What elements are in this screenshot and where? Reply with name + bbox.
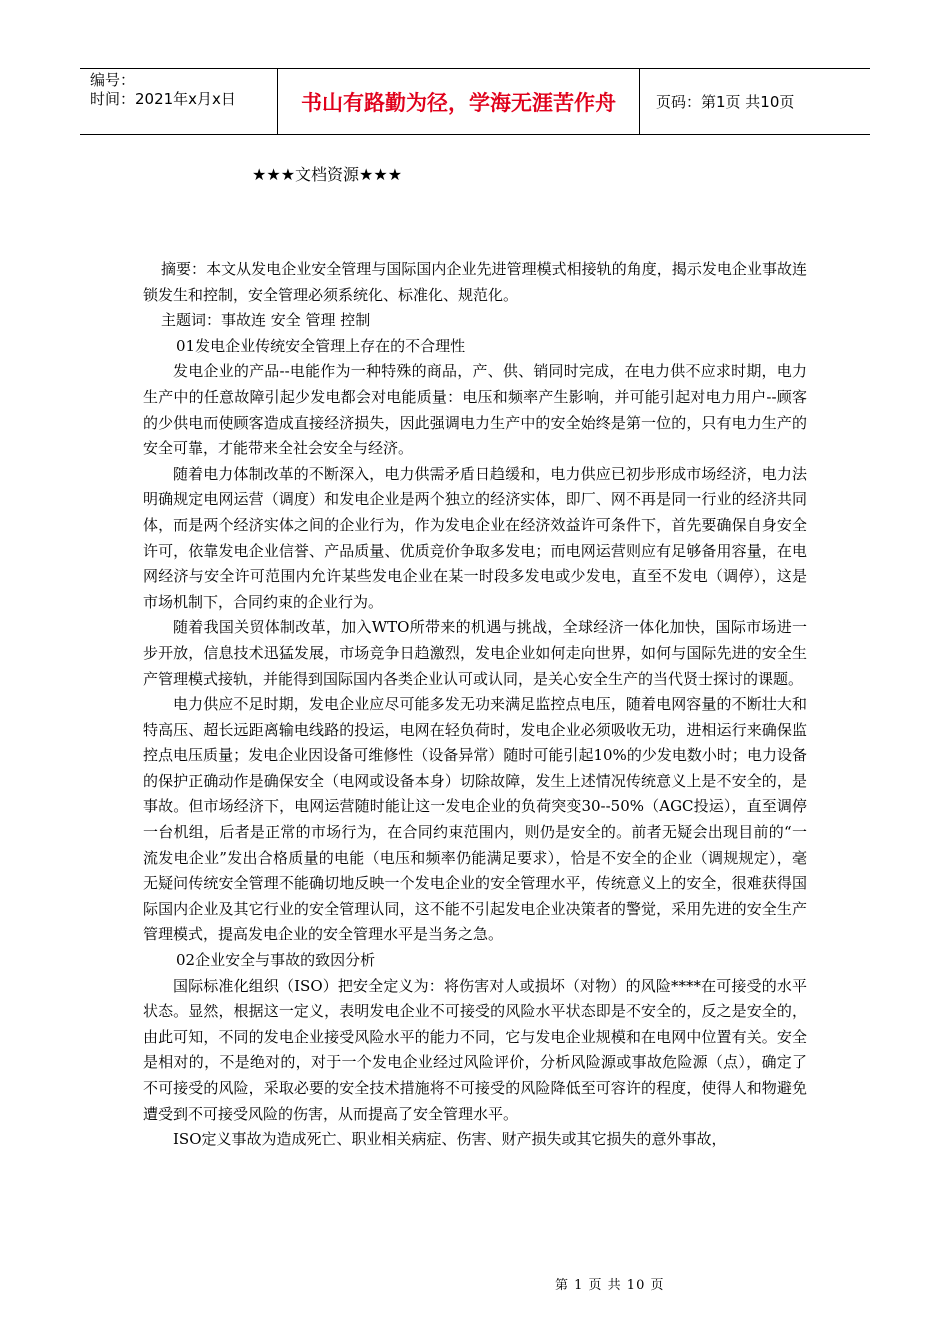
page-header	[80, 68, 870, 135]
document-number-label: 编号：	[90, 71, 136, 89]
document-date: 时间：2021年x月x日	[90, 90, 236, 108]
body-paragraph-5: 国际标准化组织（ISO）把安全定义为：将伤害对人或损坏（对物）的风险****在可接受的水平状态。显然，根据这一定义，表明发电企业不可接受的风险水平状态即是不安全的，反之是安全的，由此可知，不同的发电企业接受风险水平的能力不同，它与发电企业规模和在电网中位置有关。安全是相对的，不是绝对的，对于一个发电企业经过风险评价，分析风险源或事故危险源（点），确定了不可接受的风险，采取必要的安全技术措施将不可接受的风险降低至可容许的程度，使得人和物避免遭受到不可接受风险的伤害，从而提高了安全管理水平。	[143, 976, 807, 1123]
section-heading-1: 01发电企业传统安全管理上存在的不合理性	[176, 336, 466, 355]
abstract-paragraph: 摘要：本文从发电企业安全管理与国际国内企业先进管理模式相接轨的角度，揭示发电企业事故连锁发生和控制，安全管理必须系统化、标准化、规范化。	[143, 260, 807, 304]
keywords-line: 主题词：事故连 安全 管理 控制	[161, 311, 371, 330]
body-paragraph-3: 随着我国关贸体制改革，加入WTO所带来的机遇与挑战，全球经济一体化加快，国际市场进一步开放，信息技术迅猛发展，市场竞争日趋激烈，发电企业如何走向世界，如何与国际先进的安全生产管理模式接轨，并能得到国际国内各类企业认可或认同，是关心安全生产的当代贤士探讨的课题。	[143, 618, 807, 688]
body-paragraph-1: 发电企业的产品--电能作为一种特殊的商品，产、供、销同时完成，在电力供不应求时期，电力生产中的任意故障引起少发电都会对电能质量：电压和频率产生影响，并可能引起对电力用户--顾客的少供电而使顾客造成直接经济损失，因此强调电力生产中的安全始终是第一位的，只有电力生产的安全可靠，才能带来全社会安全与经济。	[143, 362, 807, 458]
section-heading-2: 02企业安全与事故的致因分析	[176, 951, 376, 970]
resource-title: ★★★文档资源★★★	[252, 165, 403, 184]
page-footer: 第 1 页 共 10 页	[555, 1278, 665, 1293]
header-meta	[80, 69, 278, 134]
header-motto: 书山有路勤为径，学海无涯苦作舟	[278, 69, 640, 134]
body-paragraph-2: 随着电力体制改革的不断深入，电力供需矛盾日趋缓和，电力供应已初步形成市场经济，电力法明确规定电网运营（调度）和发电企业是两个独立的经济实体，即厂、网不再是同一行业的经济共同体，而是两个经济实体之间的企业行为，作为发电企业在经济效益许可条件下，首先要确保自身安全许可，依靠发电企业信誉、产品质量、优质竞价争取多发电；而电网运营则应有足够备用容量，在电网经济与安全许可范围内允许某些发电企业在某一时段多发电或少发电，直至不发电（调停），这是市场机制下，合同约束的企业行为。	[143, 464, 807, 611]
header-page-info: 页码：第1页 共10页	[656, 93, 795, 111]
body-paragraph-6: ISO定义事故为造成死亡、职业相关病症、伤害、财产损失或其它损失的意外事故，	[173, 1130, 727, 1149]
article-body	[143, 257, 807, 1153]
body-paragraph-4: 电力供应不足时期，发电企业应尽可能多发无功来满足监控点电压，随着电网容量的不断壮大和特高压、超长远距离输电线路的投运，电网在轻负荷时，发电企业必须吸收无功，进相运行来确保监控点电压质量；发电企业因设备可维修性（设备异常）随时可能引起10%的少发电数小时；电力设备的保护正确动作是确保安全（电网或设备本身）切除故障，发生上述情况传统意义上是不安全的，是事故。但市场经济下，电网运营随时能让这一发电企业的负荷突变30--50%（AGC投运），直至调停一台机组，后者是正常的市场行为，在合同约束范围内，则仍是安全的。前者无疑会出现目前的“一流发电企业”发出合格质量的电能（电压和频率仍能满足要求），恰是不安全的企业（调规规定），毫无疑问传统安全管理不能确切地反映一个发电企业的安全管理水平，传统意义上的安全，很难获得国际国内企业及其它行业的安全管理认同，这不能不引起发电企业决策者的警觉，采用先进的安全生产管理模式，提高发电企业的安全管理水平是当务之急。	[143, 695, 807, 944]
